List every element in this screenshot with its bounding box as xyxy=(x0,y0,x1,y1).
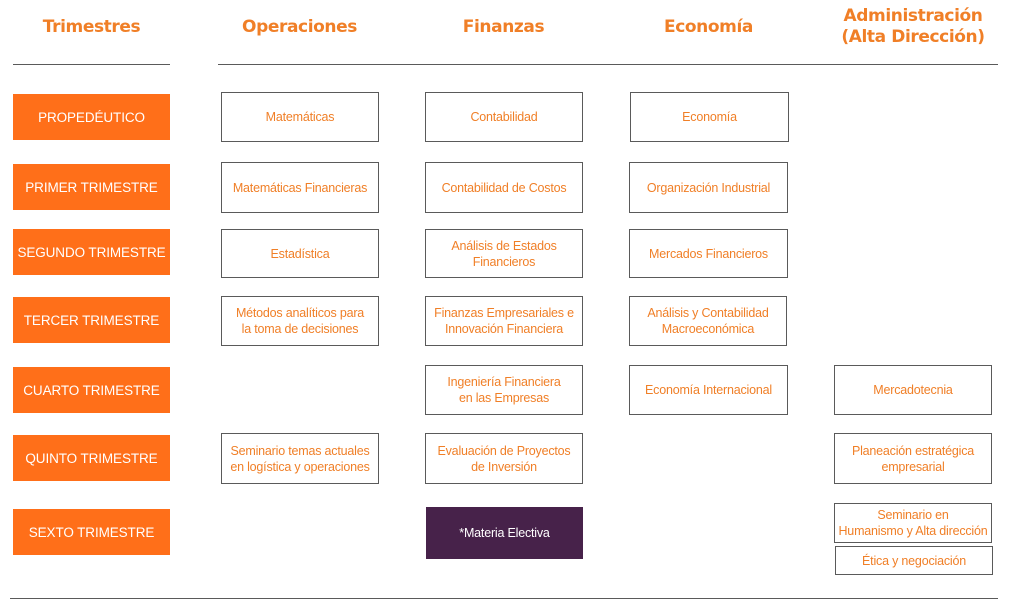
trimestre-segundo: SEGUNDO TRIMESTRE xyxy=(13,229,170,275)
trimestre-propedeutico: PROPEDÉUTICO xyxy=(13,94,170,140)
course-seminario-humanismo: Seminario en Humanismo y Alta dirección xyxy=(834,503,992,543)
course-materia-electiva: *Materia Electiva xyxy=(426,507,583,559)
course-mercadotecnia: Mercadotecnia xyxy=(834,365,992,415)
course-planeacion-estrategica: Planeación estratégica empresarial xyxy=(834,433,992,484)
course-estadistica: Estadística xyxy=(221,229,379,278)
course-ingenieria-financiera: Ingeniería Financiera en las Empresas xyxy=(425,365,583,415)
course-analisis-contabilidad-macro: Análisis y Contabilidad Macroeconómica xyxy=(629,296,787,346)
course-matematicas-financieras: Matemáticas Financieras xyxy=(221,162,379,213)
header-trimestres: Trimestres xyxy=(42,17,141,37)
trimestre-primer: PRIMER TRIMESTRE xyxy=(13,164,170,210)
course-evaluacion-proyectos: Evaluación de Proyectos de Inversión xyxy=(425,433,583,484)
trimestre-sexto: SEXTO TRIMESTRE xyxy=(13,509,170,555)
header-economia: Economía xyxy=(664,17,753,37)
course-etica-negociacion: Ética y negociación xyxy=(835,546,993,575)
header-rule-left xyxy=(13,64,170,65)
footer-rule xyxy=(10,598,998,599)
header-operaciones: Operaciones xyxy=(242,17,357,37)
course-analisis-estados: Análisis de Estados Financieros xyxy=(425,229,583,278)
trimestre-cuarto: CUARTO TRIMESTRE xyxy=(13,367,170,413)
course-mercados-financieros: Mercados Financieros xyxy=(629,229,788,278)
course-finanzas-empresariales: Finanzas Empresariales e Innovación Financiera xyxy=(425,296,583,346)
course-seminario-logistica: Seminario temas actuales en logística y operaciones xyxy=(221,433,379,484)
header-administracion: Administración (Alta Dirección) xyxy=(841,6,985,47)
course-organizacion-industrial: Organización Industrial xyxy=(629,162,788,213)
course-economia: Economía xyxy=(630,92,789,142)
course-matematicas: Matemáticas xyxy=(221,92,379,142)
header-rule-right xyxy=(218,64,998,65)
course-metodos-analiticos: Métodos analíticos para la toma de decisiones xyxy=(221,296,379,346)
trimestre-quinto: QUINTO TRIMESTRE xyxy=(13,435,170,481)
course-economia-internacional: Economía Internacional xyxy=(629,365,788,415)
trimestre-tercer: TERCER TRIMESTRE xyxy=(13,297,170,343)
header-finanzas: Finanzas xyxy=(462,17,545,37)
course-contabilidad: Contabilidad xyxy=(425,92,583,142)
course-contabilidad-costos: Contabilidad de Costos xyxy=(425,162,583,213)
